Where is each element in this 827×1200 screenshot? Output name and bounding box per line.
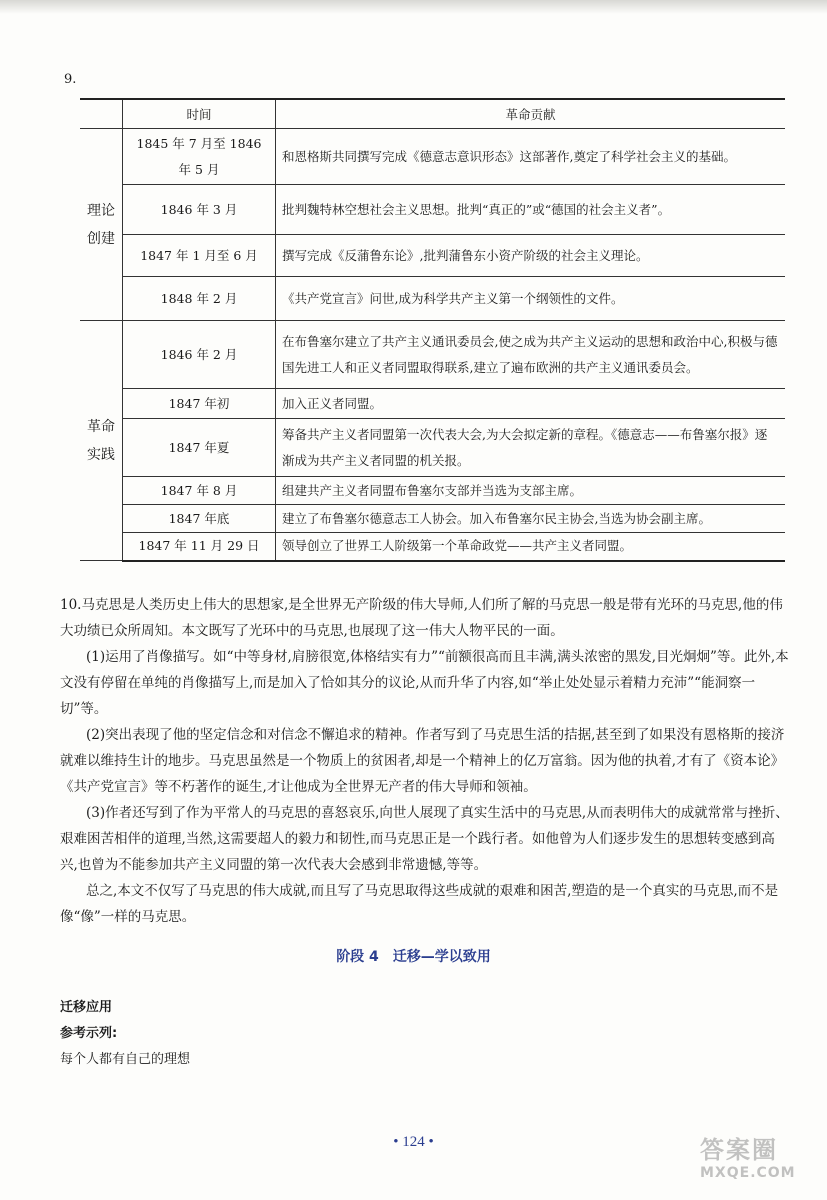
time-cell: 1847 年 1 月至 6 月 <box>123 235 276 277</box>
table-row <box>80 389 785 419</box>
time-cell: 1847 年 8 月 <box>123 477 276 505</box>
time-cell: 1845 年 7 月至 1846 年 5 月 <box>123 129 276 185</box>
desc-cell: 加入正义者同盟。 <box>276 389 786 419</box>
desc-cell: 在布鲁塞尔建立了共产主义通讯委员会,使之成为共产主义运动的思想和政治中心,积极与德国先进工人和正义者同盟取得联系,建立了遍布欧洲的共产主义通讯委员会。 <box>276 321 786 389</box>
revolution-contribution-table <box>80 98 785 562</box>
desc-cell: 和恩格斯共同撰写完成《德意志意识形态》这部著作,奠定了科学社会主义的基础。 <box>276 129 786 185</box>
q10-summary: 总之,本文不仅写了马克思的伟大成就,而且写了马克思取得这些成就的艰难和困苦,塑造的是一个真实的马克思,而不是像“像”一样的马克思。 <box>60 883 779 925</box>
desc-cell: 《共产党宣言》问世,成为科学共产主义第一个纲领性的文件。 <box>276 277 786 321</box>
q10-point-3: (3)作者还写到了作为平常人的马克思的喜怒哀乐,向世人展现了真实生活中的马克思,从而表明伟大的成就常常与挫折、艰难困苦相伴的道理,当然,这需要超人的毅力和韧性,而马克思正是一个践行者。如他曾为人们逐步发生的思想转变感到高兴,也曾为不能参加共产主义同盟的第一次代表大会感到非常遗憾,等等。 <box>60 805 789 873</box>
reference-label: 参考示列: <box>60 1026 118 1041</box>
header-blank <box>80 99 123 129</box>
table-row <box>80 321 785 389</box>
question-9-number: 9. <box>64 72 77 87</box>
scan-top-shadow <box>0 0 827 14</box>
reference-example: 每个人都有自己的理想 <box>60 1052 191 1067</box>
time-cell: 1847 年底 <box>123 505 276 533</box>
q10-point-1: (1)运用了肖像描写。如“中等身材,肩膀很宽,体格结实有力”“前额很高而且丰满,满头浓密的黑发,目光炯炯”等。此外,本文没有停留在单纯的肖像描写上,而是加入了恰如其分的议论,从而升华了内容,如“举止处处显示着精力充沛”“能洞察一切”等。 <box>60 649 789 717</box>
stage-title: 阶段 4 迁移—学以致用 <box>336 949 491 965</box>
section-theory: 理论创建 <box>80 129 123 321</box>
table-row <box>80 235 785 277</box>
table-row <box>80 477 785 505</box>
desc-cell: 批判魏特林空想社会主义思想。批判“真正的”或“德国的社会主义者”。 <box>276 185 786 235</box>
desc-cell: 筹备共产主义者同盟第一次代表大会,为大会拟定新的章程。《德意志——布鲁塞尔报》逐渐成为共产主义者同盟的机关报。 <box>276 419 786 477</box>
table-row <box>80 533 785 561</box>
page-number: • 124 • <box>393 1134 434 1150</box>
q10-intro: 10.马克思是人类历史上伟大的思想家,是全世界无产阶级的伟大导师,人们所了解的马克思一般是带有光环的马克思,他的伟大功绩已众所周知。本文既写了光环中的马克思,也展现了这一伟大人物平民的一面。 <box>60 597 783 639</box>
watermark-logo <box>700 1130 820 1190</box>
desc-cell: 组建共产主义者同盟布鲁塞尔支部并当选为支部主席。 <box>276 477 786 505</box>
header-contribution: 革命贡献 <box>276 99 786 129</box>
q10-point-2: (2)突出表现了他的坚定信念和对信念不懈追求的精神。作者写到了马克思生活的拮据,甚至到了如果没有恩格斯的接济就难以维持生计的地步。马克思虽然是一个物质上的贫困者,却是一个精神上的亿万富翁。因为他的执着,才有了《资本论》《共产党宣言》等不朽著作的诞生,才让他成为全世界无产者的伟大导师和领袖。 <box>60 727 785 795</box>
question-10-answer <box>60 592 790 930</box>
time-cell: 1847 年初 <box>123 389 276 419</box>
time-cell: 1846 年 3 月 <box>123 185 276 235</box>
table-row <box>80 419 785 477</box>
time-cell: 1848 年 2 月 <box>123 277 276 321</box>
table-row <box>80 277 785 321</box>
watermark-line-2: MXQE.COM <box>700 1165 796 1181</box>
time-cell: 1847 年 11 月 29 日 <box>123 533 276 561</box>
desc-cell: 撰写完成《反蒲鲁东论》,批判蒲鲁东小资产阶级的社会主义理论。 <box>276 235 786 277</box>
desc-cell: 领导创立了世界工人阶级第一个革命政党——共产主义者同盟。 <box>276 533 786 561</box>
table-row <box>80 129 785 185</box>
table-row <box>80 185 785 235</box>
table-header-row <box>80 99 785 129</box>
time-cell: 1846 年 2 月 <box>123 321 276 389</box>
transfer-heading: 迁移应用 <box>60 1000 113 1015</box>
header-time: 时间 <box>123 99 276 129</box>
desc-cell: 建立了布鲁塞尔德意志工人协会。加入布鲁塞尔民主协会,当选为协会副主席。 <box>276 505 786 533</box>
section-practice: 革命实践 <box>80 321 123 561</box>
time-cell: 1847 年夏 <box>123 419 276 477</box>
watermark-line-1: 答案圈 <box>700 1136 778 1164</box>
table-row <box>80 505 785 533</box>
